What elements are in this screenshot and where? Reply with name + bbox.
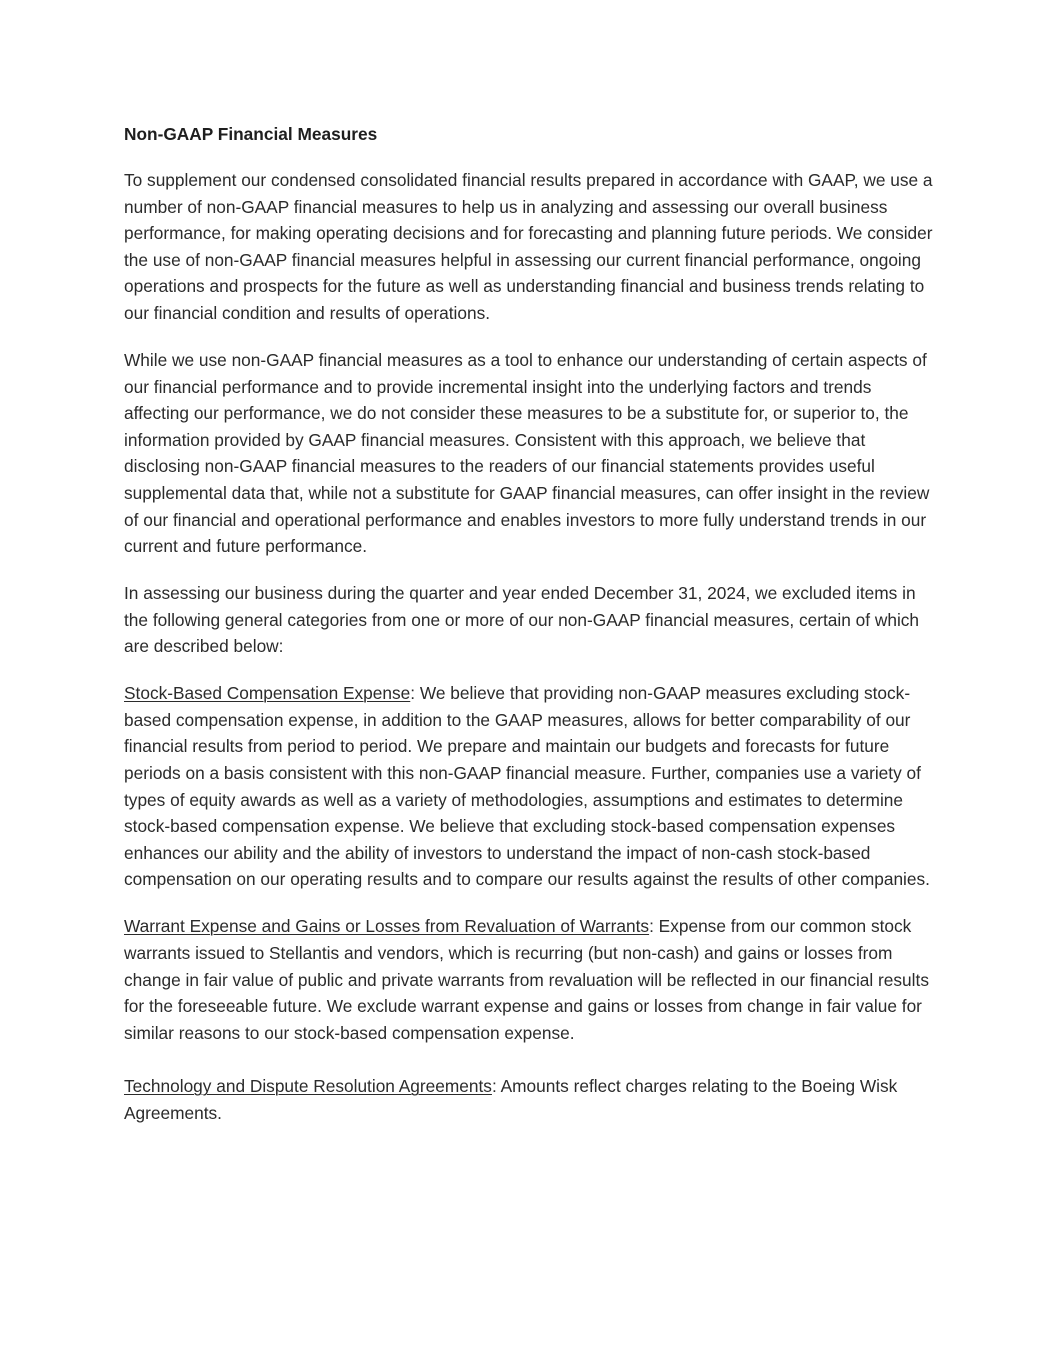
term-description: : We believe that providing non-GAAP measures excluding stock-based compensation expense, in addition to the GAAP measures, allows for better comparability of our financial results from period to period. We prepare and maintain our budgets and forecasts for future periods on a basis consistent with this non-GAAP financial measure. Further, companies use a variety of types of equity awards as well as a variety of methodologies, assumptions and estimates to determine stock-based compensation expense. We believe that excluding stock-based compensation expenses enhances our ability and the ability of investors to understand the impact of non-cash stock-based compensation on our operating results and to compare our results against the results of other companies. <box>124 683 930 890</box>
term-paragraph-warrant-expense <box>124 913 934 1046</box>
term-paragraph-stock-based-compensation <box>124 680 934 893</box>
paragraph-intro: To supplement our condensed consolidated financial results prepared in accordance with GAAP, we use a number of non-GAAP financial measures to help us in analyzing and assessing our overall business performance, for making operating decisions and for forecasting and planning future periods. We consider the use of non-GAAP financial measures helpful in assessing our current financial performance, ongoing operations and prospects for the future as well as understanding financial and business trends relating to our financial condition and results of operations. <box>124 170 933 323</box>
term-description: : Amounts reflect charges relating to the Boeing Wisk Agreements. <box>124 1076 898 1123</box>
document-page <box>124 121 934 1147</box>
term-warrant-expense: Warrant Expense and Gains or Losses from Revaluation of Warrants <box>124 916 650 937</box>
term-stock-based-compensation: Stock-Based Compensation Expense <box>124 683 411 704</box>
term-paragraph-technology-dispute <box>124 1073 934 1126</box>
section-heading: Non-GAAP Financial Measures <box>124 124 378 144</box>
term-technology-dispute: Technology and Dispute Resolution Agreements <box>124 1076 492 1097</box>
paragraph-usage: While we use non-GAAP financial measures as a tool to enhance our understanding of certain aspects of our financial performance and to provide incremental insight into the underlying factors and trends affecting our performance, we do not consider these measures to be a substitute for, or superior to, the information provided by GAAP financial measures. Consistent with this approach, we believe that disclosing non-GAAP financial measures to the readers of our financial statements provides useful supplemental data that, while not a substitute for GAAP financial measures, can offer insight in the review of our financial and operational performance and enables investors to more fully understand trends in our current and future performance. <box>124 349 930 557</box>
term-description: : Expense from our common stock warrants issued to Stellantis and vendors, which is recurring (but non-cash) and gains or losses from change in fair value of public and private warrants from revaluation will be reflected in our financial results for the foreseeable future. We exclude warrant expense and gains or losses from change in fair value for similar reasons to our stock-based compensation expense. <box>124 916 929 1043</box>
paragraph-categories: In assessing our business during the quarter and year ended December 31, 2024, we excluded items in the following general categories from one or more of our non-GAAP financial measures, certain of which are described below: <box>124 583 920 657</box>
